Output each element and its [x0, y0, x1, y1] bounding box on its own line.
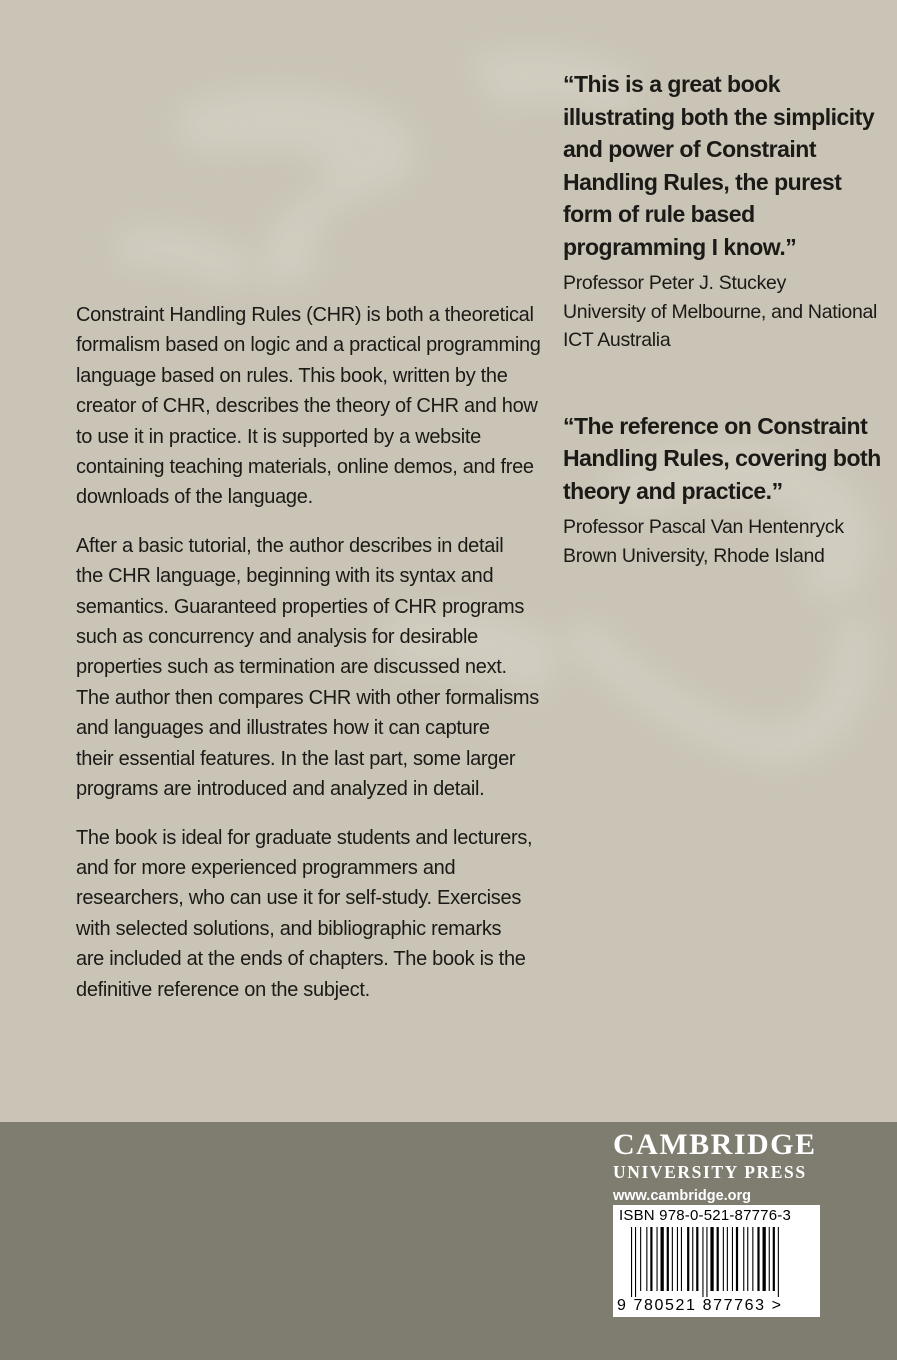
description-line: researchers, who can use it for self-study. Exercises — [76, 887, 522, 910]
barcode-bar — [661, 1227, 664, 1291]
barcode-bar — [681, 1227, 682, 1291]
barcode-bar — [747, 1227, 748, 1291]
endorsement-quote: “The reference on Constraint Handling Rules, covering both theory and practice.” — [563, 412, 881, 504]
barcode-bar — [769, 1227, 770, 1291]
barcode-bar — [646, 1227, 647, 1291]
barcode-bars — [613, 1227, 820, 1297]
description-line: semantics. Guaranteed properties of CHR programs — [76, 595, 525, 618]
barcode-bar — [692, 1227, 693, 1291]
isbn-label: ISBN 978-0-521-87776-3 — [619, 1207, 792, 1224]
attribution-line: University of Melbourne, and National — [563, 300, 878, 323]
endorsement-quote: “This is a great book illustrating both the simplicity and power of Constraint Handling Rules, the purest form of rule based programming I know.” — [563, 71, 875, 260]
description-line: The book is ideal for graduate students and lecturers, — [76, 826, 533, 849]
endorsements — [563, 68, 893, 570]
barcode-bar — [640, 1227, 641, 1291]
barcode-bar — [752, 1227, 753, 1291]
description-paragraph-2 — [76, 531, 546, 805]
barcode-bar — [732, 1227, 733, 1291]
barcode-box — [613, 1205, 820, 1317]
barcode-bar — [757, 1227, 759, 1291]
barcode-bar — [696, 1227, 698, 1291]
barcode-bar — [635, 1227, 636, 1297]
barcode-bar — [743, 1227, 744, 1291]
endorsement-1 — [563, 68, 893, 355]
barcode-digits: 9 780521 877763 > — [617, 1297, 783, 1314]
barcode-bar — [763, 1227, 766, 1291]
description-line: language based on rules. This book, written by the — [76, 364, 508, 387]
publisher-logo — [613, 1128, 823, 1205]
publisher-subname: UNIVERSITY PRESS — [613, 1162, 807, 1182]
description-line: The author then compares CHR with other formalisms — [76, 686, 539, 709]
barcode-bar — [677, 1227, 678, 1291]
barcode-bar — [736, 1227, 738, 1291]
endorsement-attribution — [563, 269, 893, 355]
description-line: the CHR language, beginning with its syntax and — [76, 565, 494, 588]
barcode-bar — [778, 1227, 779, 1297]
barcode-bar — [723, 1227, 724, 1291]
description-line: downloads of the language. — [76, 486, 313, 509]
description-line: programs are introduced and analyzed in detail. — [76, 778, 485, 801]
description-line: are included at the ends of chapters. The book is the — [76, 948, 526, 971]
description-line: Constraint Handling Rules (CHR) is both a theoretical — [76, 304, 534, 326]
description-line: After a basic tutorial, the author describes in detail — [76, 534, 504, 557]
endorsement-2 — [563, 410, 893, 571]
description-line: to use it in practice. It is supported by a website — [76, 425, 481, 448]
description-line: properties such as termination are discussed next. — [76, 656, 507, 679]
attribution-line: ICT Australia — [563, 329, 671, 351]
barcode-bar — [773, 1227, 775, 1291]
description-line: their essential features. In the last part, some larger — [76, 747, 516, 770]
barcode-bar — [672, 1227, 673, 1291]
barcode-bar — [706, 1227, 707, 1297]
description-line: and for more experienced programmers and — [76, 856, 456, 879]
barcode-bar — [631, 1227, 632, 1297]
description-line: containing teaching materials, online demos, and free — [76, 456, 534, 479]
description-line: with selected solutions, and bibliographic remarks — [76, 917, 502, 940]
description-paragraph-3 — [76, 823, 546, 1005]
publisher-name: CAMBRIDGE — [613, 1128, 817, 1161]
description-line: creator of CHR, describes the theory of CHR and how — [76, 395, 538, 418]
attribution-line: Brown University, Rhode Island — [563, 544, 825, 567]
barcode-bar — [667, 1227, 669, 1291]
barcode-bar — [650, 1227, 652, 1291]
barcode-bar — [657, 1227, 658, 1291]
book-description — [76, 300, 546, 1023]
barcode-bar — [717, 1227, 719, 1291]
barcode-bar — [727, 1227, 728, 1291]
description-paragraph-1 — [76, 300, 546, 513]
barcode-bar — [710, 1227, 713, 1291]
description-line: definitive reference on the subject. — [76, 978, 370, 1001]
publisher-url: www.cambridge.org — [613, 1188, 752, 1204]
description-line: and languages and illustrates how it can capture — [76, 717, 490, 740]
description-line: such as concurrency and analysis for desirable — [76, 626, 478, 649]
barcode-bar — [702, 1227, 703, 1297]
attribution-line: Professor Peter J. Stuckey — [563, 272, 787, 294]
attribution-line: Professor Pascal Van Hentenryck — [563, 516, 844, 538]
endorsement-attribution — [563, 513, 893, 570]
barcode-bar — [687, 1227, 689, 1291]
description-line: formalism based on logic and a practical programming — [76, 334, 541, 357]
